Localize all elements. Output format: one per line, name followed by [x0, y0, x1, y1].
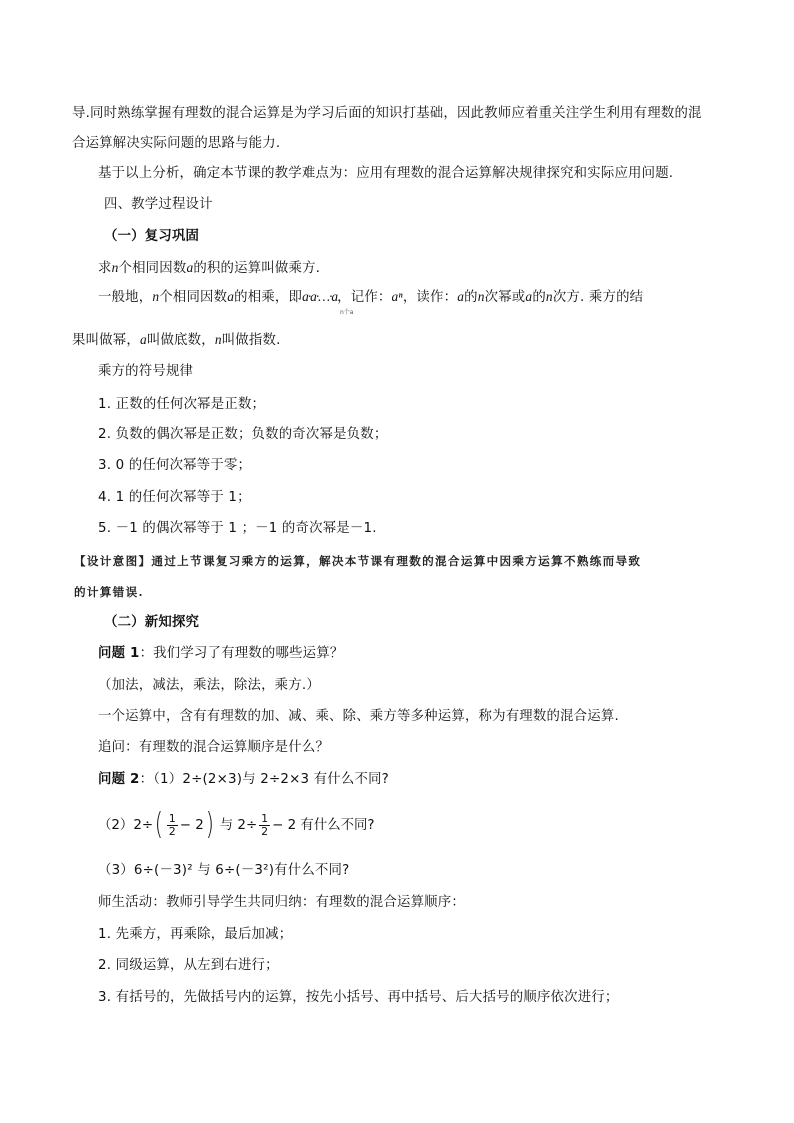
power-expression: aⁿ — [391, 289, 403, 304]
rule-item: 5. －1 的偶次幂等于 1 ；－1 的奇次幂是－1. — [98, 521, 377, 536]
math-variable: n — [477, 289, 485, 304]
fraction — [167, 813, 178, 838]
text-run: 个相同因数 — [159, 290, 228, 305]
section-heading: 四、教学过程设计 — [104, 197, 213, 212]
question-text: ：（1）2÷(2×3)与 2÷2×3 有什么不同? — [139, 772, 389, 787]
math-variable: n — [545, 289, 553, 304]
math-variable: a — [139, 332, 147, 347]
text-run: ，记作： — [337, 290, 392, 305]
math-variable: n — [152, 289, 160, 304]
text-run: 叫做底数， — [146, 333, 215, 348]
text-run: 求 — [98, 261, 112, 276]
left-paren: ( — [154, 807, 164, 842]
rule-title: 乘方的符号规律 — [98, 364, 194, 379]
math-variable: a — [525, 289, 533, 304]
text-run: 的积的运算叫做乘方. — [193, 261, 321, 276]
fraction — [259, 813, 270, 838]
paragraph-line: 合运算解决实际问题的思路与能力. — [72, 136, 281, 151]
text-run: 的 — [464, 290, 478, 305]
subsection-heading: （一）复习巩固 — [104, 229, 200, 244]
rule-item: 3. 0 的任何次幂等于零； — [98, 458, 252, 473]
right-paren: ) — [205, 807, 214, 842]
rule-item: 2. 负数的偶次幂是正数；负数的奇次幂是负数； — [98, 427, 388, 442]
question-label: 问题 1 — [98, 646, 140, 661]
text-run: 果叫做幂， — [72, 333, 140, 348]
fraction-denominator: 2 — [168, 824, 176, 838]
activity-line: 师生活动：教师引导学生共同归纳：有理数的混合运算顺序： — [98, 895, 465, 910]
order-item: 3. 有括号的，先做括号内的运算，按先小括号、再中括号、后大括号的顺序依次进行； — [98, 990, 619, 1005]
fraction-denominator: 2 — [261, 824, 269, 838]
text-run: 一般地， — [98, 290, 153, 305]
question-label: 问题 2 — [98, 772, 140, 787]
math-variable: a — [186, 260, 194, 275]
follow-up-question: 追问：有理数的混合运算顺序是什么？ — [98, 740, 330, 755]
paragraph-line: 一个运算中，含有有理数的加、减、乘、除、乘方等多种运算，称为有理数的混合运算. — [98, 709, 619, 724]
order-item: 1. 先乘方，再乘除，最后加减； — [98, 927, 293, 942]
subsection-heading: （二）新知探究 — [104, 615, 200, 630]
math-variable: a — [457, 289, 465, 304]
text-run: ，读作： — [402, 290, 458, 305]
text-run: 的 — [532, 290, 546, 305]
question-text: ：我们学习了有理数的哪些运算？ — [139, 646, 344, 661]
text-run: 个相同因数 — [118, 261, 187, 276]
math-variable: a — [227, 289, 235, 304]
text-run: 叫做指数. — [221, 333, 281, 348]
fraction-numerator: 1 — [168, 811, 176, 825]
question-line: （3）6÷(－3)² 与 6÷(－3²)有什么不同? — [98, 863, 350, 878]
math-expression-line — [98, 807, 375, 842]
question-line — [98, 644, 343, 664]
math-run: − 2 — [179, 818, 204, 833]
math-run: − 2 有什么不同? — [272, 818, 375, 833]
definition-line — [98, 287, 643, 308]
product-expression: a·a·…·a — [302, 289, 338, 304]
text-run: 次幂或 — [484, 290, 526, 305]
paragraph-line: 基于以上分析，确定本节课的教学难点为：应用有理数的混合运算解决规律探究和实际应用问题. — [98, 166, 674, 181]
rule-item: 4. 1 的任何次幂等于 1； — [98, 490, 251, 505]
definition-line — [72, 330, 281, 351]
paragraph-line: 导.同时熟练掌握有理数的混合运算是为学习后面的知识打基础，因此教师应着重关注学生利用有理数的混 — [72, 106, 702, 121]
fraction-numerator: 1 — [261, 811, 269, 825]
text-run: 次方. 乘方的结 — [552, 290, 644, 305]
math-variable: n — [214, 332, 222, 347]
text-run: 与 — [219, 818, 234, 833]
order-item: 2. 同级运算，从左到右进行； — [98, 958, 279, 973]
design-intent-note: 【设计意图】通过上节课复习乘方的运算，解决本节课有理数的混合运算中因乘方运算不熟练而导致 — [74, 554, 642, 568]
question-line — [98, 770, 389, 790]
underbrace-label: n个a — [340, 309, 354, 316]
rule-item: 1. 正数的任何次幂是正数； — [98, 397, 266, 412]
math-run: 2÷ — [237, 818, 258, 833]
text-run: （2） — [98, 818, 134, 833]
definition-line — [98, 258, 320, 279]
answer-line: （加法，减法，乘法，除法，乘方.） — [98, 678, 320, 693]
math-variable: n — [111, 260, 119, 275]
text-run: 的相乘，即 — [234, 290, 303, 305]
design-intent-note: 的计算错误. — [74, 585, 144, 599]
math-run: 2÷ — [133, 818, 154, 833]
